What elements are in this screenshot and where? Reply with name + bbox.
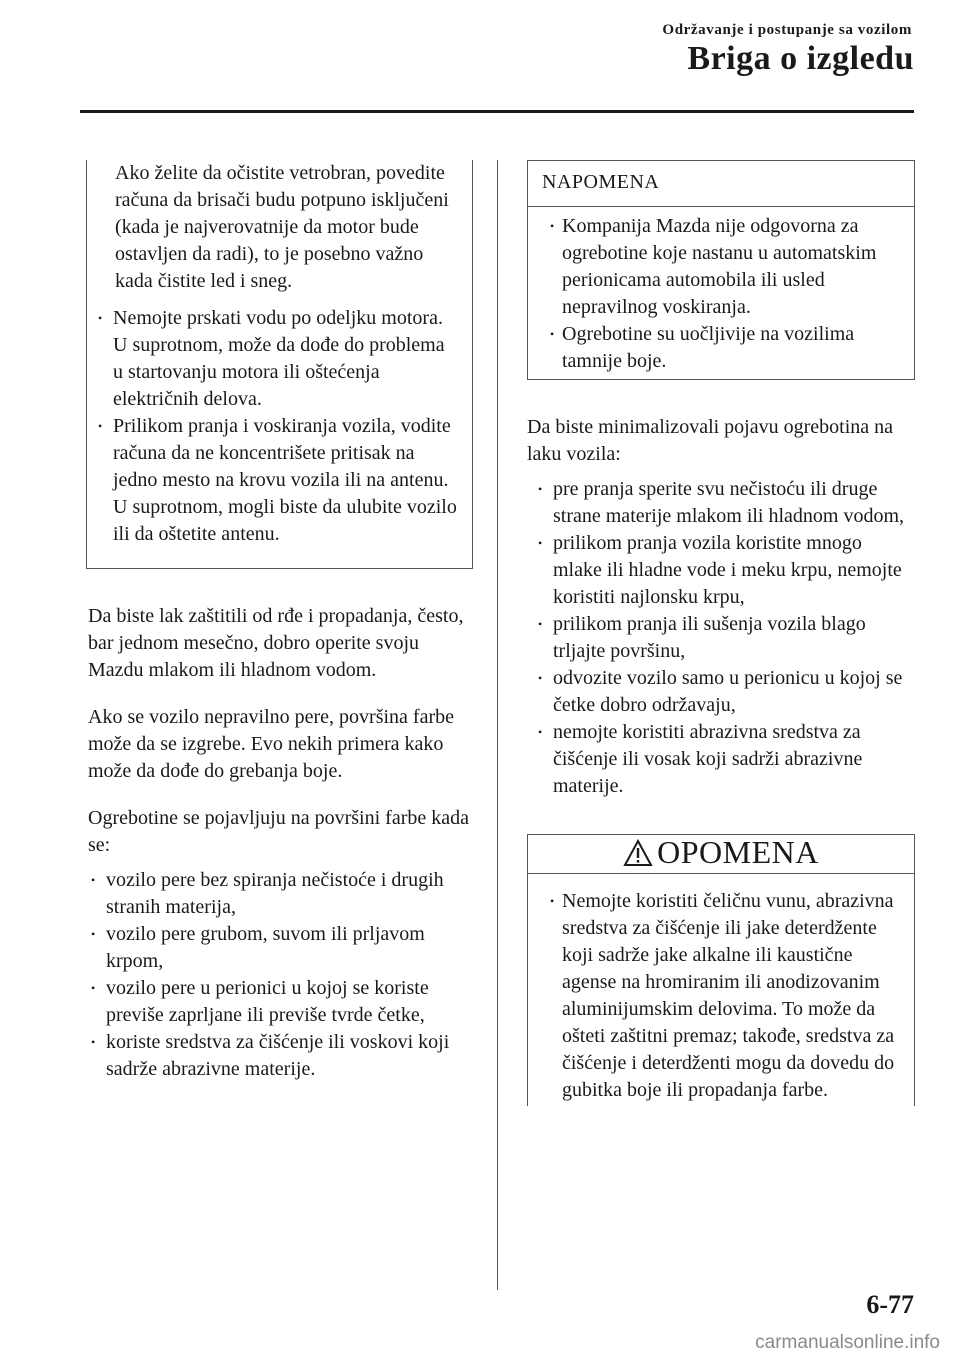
list-item: • Nemojte koristiti čeličnu vunu, abrazivna sredstva za čišćenje ili jake deterdžente koji sadrže jake alkalne ili kaustične agense na hromiranim ili anodizovanim aluminijumskim delovima. To može da ošteti zaštitni premaz; takođe, sredstva za čišćenje i deterdženti mogu da dovedu do gubitka boje ili propadanja farbe. [550,890,895,1101]
page-number: 6-77 [866,1290,914,1319]
bullet-icon: • [550,327,555,341]
paragraph: Da biste minimalizovali pojavu ogrebotina na laku vozila: [527,416,894,465]
list-item: • pre pranja sperite svu nečistoću ili druge strane materije mlakom ili hladnom vodom, [538,478,905,527]
note-body [528,207,914,379]
column-divider [497,160,498,1290]
page-title: Briga o izgledu [687,40,914,77]
list-item: • nemojte koristiti abrazivna sredstva za čišćenje ili vosak koji sadrži abrazivne materije. [538,721,863,797]
left-column [88,160,473,1083]
list-item: • vozilo pere grubom, suvom ili prljavom krpom, [91,923,425,972]
list-item: • prilikom pranja vozila koristite mnogo mlake ili hladne vode i meku krpu, nemojte koristiti najlonsku krpu, [538,532,902,608]
paragraph: Ogrebotine se pojavljuju na površini farbe kada se: [88,807,469,856]
paragraph: Da biste lak zaštitili od rđe i propadanja, često, bar jednom mesečno, dobro operite svoju Mazdu mlakom ili hladnom vodom. [88,605,464,681]
bullet-icon: • [538,536,543,550]
list-item: • vozilo pere bez spiranja nečistoće i drugih stranih materija, [91,869,444,918]
warning-body [528,874,914,1106]
list-item: • vozilo pere u perionici u kojoj se koriste previše zaprljane ili previše tvrde četke, [91,977,429,1026]
bullet-icon: • [91,873,96,887]
bullet-icon: • [538,617,543,631]
list-item: • prilikom pranja ili sušenja vozila blago trljajte površinu, [538,613,866,662]
section-title: Održavanje i postupanje sa vozilom [662,22,912,38]
list-item: • Ogrebotine su uočljivije na vozilima tamnije boje. [550,323,855,372]
watermark: carmanualsonline.info [755,1332,940,1353]
continued-caution-box [86,160,473,569]
bullet-icon: • [550,219,555,233]
bullet-icon: • [538,725,543,739]
warning-triangle-icon [623,839,653,867]
bullet-icon: • [550,894,555,908]
caution-list [98,305,458,548]
note-box [527,160,915,380]
list-item: • Prilikom pranja i voskiranja vozila, vodite računa da ne koncentrišete pritisak na jedno mesto na krovu vozila ili na antenu. U suprotnom, mogli biste da ulubite vozilo ili da oštetite antenu. [98,415,457,545]
prevention-list [527,476,915,800]
continued-text: Ako želite da očistite vetrobran, povedite računa da brisači budu potpuno isključeni (kada je najverovatnije da motor bude ostavljen da radi), to je posebno važno kada čistite led i sneg. [115,162,449,292]
warning-box [527,834,915,1106]
note-heading: NAPOMENA [528,161,914,207]
bullet-icon: • [98,419,103,433]
list-item: • koriste sredstva za čišćenje ili voskovi koji sadrže abrazivne materije. [91,1031,450,1080]
bullet-icon: • [538,671,543,685]
bullet-icon: • [91,927,96,941]
bullet-icon: • [98,311,103,325]
list-item: • Kompanija Mazda nije odgovorna za ogrebotine koje nastanu u automatskim perionicama automobila ili usled nepravilnog voskiranja. [550,215,877,318]
bullet-icon: • [91,1035,96,1049]
bullet-icon: • [538,482,543,496]
warning-heading: OPOMENA [528,835,914,874]
header-rule [80,110,914,113]
paragraph: Ako se vozilo nepravilno pere, površina farbe može da se izgrebe. Evo nekih primera kako može da dođe do grebanja boje. [88,706,454,782]
list-item: • odvozite vozilo samo u perionicu u kojoj se četke dobro održavaju, [538,667,903,716]
scratch-causes-list [88,867,473,1083]
bullet-icon: • [91,981,96,995]
list-item: • Nemojte prskati vodu po odeljku motora. U suprotnom, može da dođe do problema u startovanju motora ili oštećenja električnih delova. [98,307,445,410]
right-column [527,160,915,1106]
